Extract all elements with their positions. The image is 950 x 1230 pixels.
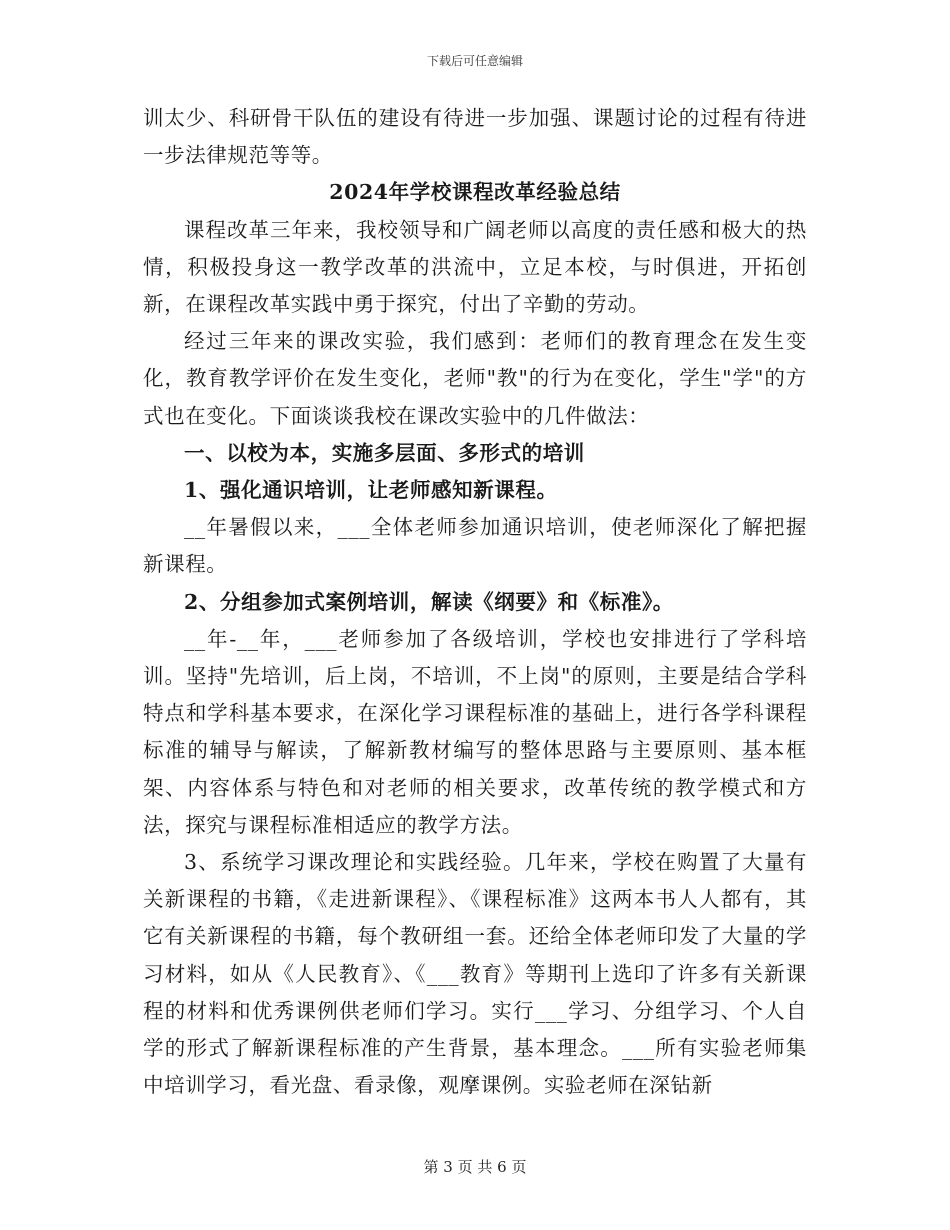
subsection-heading-1: 1、强化通识培训，让老师感知新课程。 <box>184 478 558 503</box>
subsection-text-3: 3、系统学习课改理论和实践经验。几年来，学校在购置了大量有关新课程的书籍，《走进新课程》、《课程标准》这两本书人人都有，其它有关新课程的书籍，每个教研组一套。还给全体老师印发了大量的学习材料，如从《人民教育》、《___教育》等期刊上选印了许多有关新课程的材料和优秀课例供老师们学习。实行___学习、分组学习、个人自学的形式了解新课程标准的产生背景，基本理念。___所有实验老师集中培训学习，看光盘、看录像，观摩课例。实验老师在深钻新 <box>143 850 807 1098</box>
page-header-note: 下载后可任意编辑 <box>426 54 523 68</box>
intro-paragraph: 课程改革三年来，我校领导和广阔老师以高度的责任感和极大的热情，积极投身这一教学改革的洪流中，立足本校，与时俱进，开拓创新，在课程改革实践中勇于探究，付出了辛勤的劳动。 <box>143 217 807 317</box>
subsection-text-2: __年-__年，___老师参加了各级培训，学校也安排进行了学科培训。坚持"先培训，后上岗，不培训，不上岗"的原则，主要是结合学科特点和学科基本要求，在深化学习课程标准的基础上，进行各学科课程标准的辅导与解读，了解新教材编写的整体思路与主要原则、基本框架、内容体系与特色和对老师的相关要求，改革传统的教学模式和方法，探究与课程标准相适应的教学方法。 <box>143 626 807 837</box>
continuation-paragraph: 训太少、科研骨干队伍的建设有待进一步加强、课题讨论的过程有待进一步法律规范等等。 <box>143 106 807 168</box>
section-heading-1: 一、以校为本，实施多层面、多形式的培训 <box>184 440 585 465</box>
experience-paragraph: 经过三年来的课改实验，我们感到：老师们的教育理念在发生变化，教育教学评价在发生变化，老师"教"的行为在变化，学生"学"的方式也在变化。下面谈谈我校在课改实验中的几件做法： <box>143 329 807 428</box>
subsection-heading-2: 2、分组参加式案例培训，解读《纲要》和《标准》。 <box>184 589 674 614</box>
page-number: 第 3 页 共 6 页 <box>423 1158 527 1176</box>
document-title: 2024年学校课程改革经验总结 <box>329 180 621 205</box>
subsection-text-1: __年暑假以来，___全体老师参加通识培训，使老师深化了解把握新课程。 <box>143 515 807 577</box>
document-body <box>143 100 807 1104</box>
